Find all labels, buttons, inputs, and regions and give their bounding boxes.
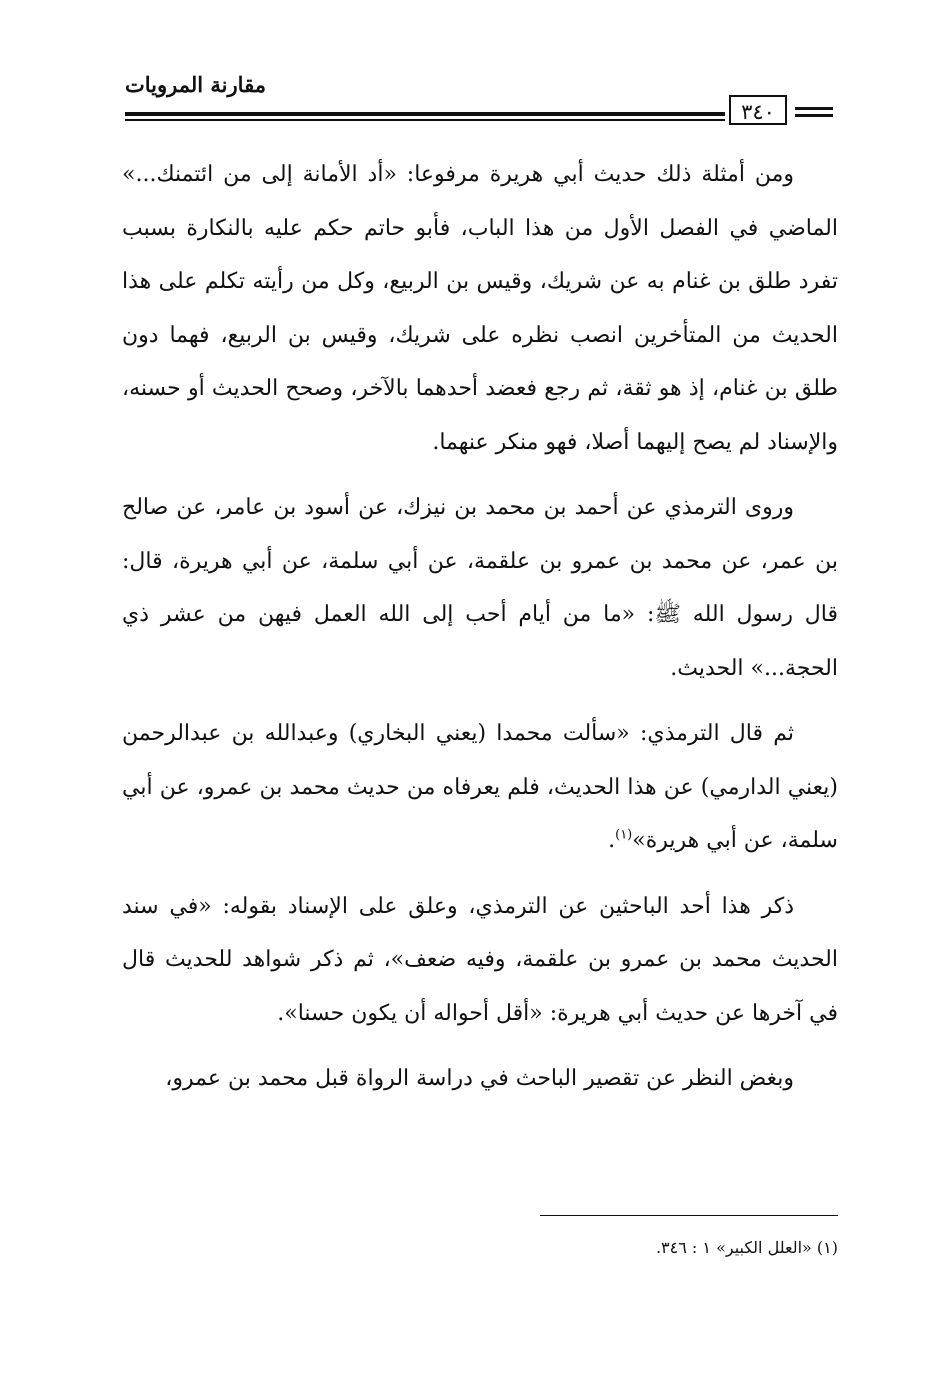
paragraph-2: وروى الترمذي عن أحمد بن محمد بن نيزك، عن أسود بن عامر، عن صالح بن عمر، عن محمد بن عمرو بن علقمة، عن أبي سلمة، عن أبي هريرة، قال: قال رسول الله ﷺ: «ما من أيام أحب إلى الله العمل فيهن من عشر ذي الحجة...» الحديث.	[122, 495, 838, 681]
paragraph-4: ذكر هذا أحد الباحثين عن الترمذي، وعلق على الإسناد بقوله: «في سند الحديث محمد بن عمرو بن علقمة، وفيه ضعف»، ثم ذكر شواهد للحديث قال في آخرها عن حديث أبي هريرة: «أقل أحواله أن يكون حسنا».	[122, 893, 838, 1026]
footnote-separator	[540, 1215, 838, 1216]
paragraph-3-text: ثم قال الترمذي: «سألت محمدا (يعني البخاري) وعبدالله بن عبدالرحمن (يعني الدارمي) عن هذا الحديث، فلم يعرفاه من حديث محمد بن عمرو، عن أبي سلمة، عن أبي هريرة»	[122, 721, 838, 853]
header-rule-thin	[125, 119, 725, 121]
footnote: (١) «العلل الكبير» ١ : ٣٤٦.	[655, 1238, 838, 1257]
paragraph-3-end: .	[608, 828, 616, 853]
paragraph-5: وبغض النظر عن تقصير الباحث في دراسة الرواة قبل محمد بن عمرو،	[165, 1066, 794, 1091]
header-rule-thick	[125, 112, 725, 116]
header-rule-right-bottom	[795, 114, 833, 117]
footnote-reference: (١)	[615, 827, 633, 843]
running-title: مقارنة المرويات	[125, 72, 266, 97]
paragraph-1: ومن أمثلة ذلك حديث أبي هريرة مرفوعا: «أد الأمانة إلى من ائتمنك...» الماضي في الفصل الأول من هذا الباب، فأبو حاتم حكم عليه بالنكارة بسبب تفرد طلق بن غنام به عن شريك، وقيس بن الربيع، وكل من رأيته تكلم على هذا الحديث من المتأخرين انصب نظره على شريك، وقيس بن الربيع، فهما دون طلق بن غنام، إذ هو ثقة، ثم رجع فعضد أحدهما بالآخر، وصحح الحديث أو حسنه، والإسناد لم يصح إليهما أصلا، فهو منكر عنهما.	[122, 162, 838, 455]
header-rule-right-top	[795, 107, 833, 110]
body-text	[122, 148, 838, 1118]
page-header	[0, 0, 948, 140]
paragraph-3	[122, 707, 838, 868]
page-number: ٣٤٠	[729, 95, 787, 125]
